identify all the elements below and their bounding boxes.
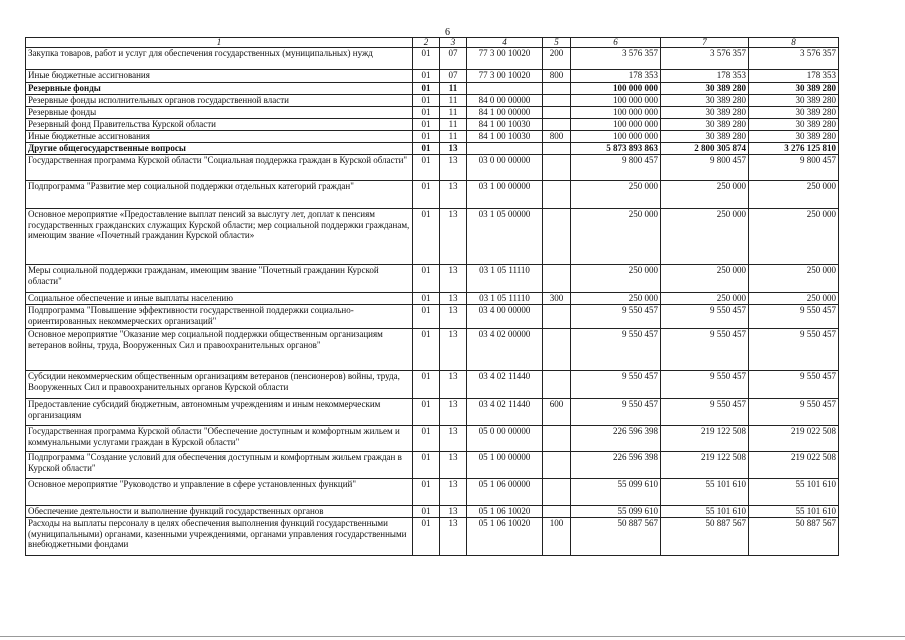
cell-amount-year2: 250 000 bbox=[661, 209, 749, 265]
cell-section: 01 bbox=[413, 181, 440, 209]
cell-expense-type bbox=[543, 479, 571, 506]
cell-amount-year3: 219 022 508 bbox=[749, 426, 839, 452]
cell-amount-year3: 9 550 457 bbox=[749, 329, 839, 371]
cell-expense-type bbox=[543, 119, 571, 131]
cell-amount-year3: 250 000 bbox=[749, 209, 839, 265]
cell-subsection: 13 bbox=[440, 371, 467, 399]
cell-amount-year3: 9 550 457 bbox=[749, 371, 839, 399]
cell-subsection: 11 bbox=[440, 83, 467, 95]
cell-expense-type: 200 bbox=[543, 48, 571, 70]
cell-subsection: 13 bbox=[440, 265, 467, 293]
cell-subsection: 11 bbox=[440, 107, 467, 119]
cell-name: Расходы на выплаты персоналу в целях обеспечения выполнения функций государственными (муниципальными) органами, казенными учреждениями, органами управления государственными внебюджетными фондами bbox=[26, 518, 413, 556]
table-row bbox=[26, 293, 839, 305]
cell-amount-year2: 50 887 567 bbox=[661, 518, 749, 556]
cell-subsection: 13 bbox=[440, 399, 467, 426]
cell-amount-year3: 50 887 567 bbox=[749, 518, 839, 556]
cell-name: Субсидии некоммерческим общественным организациям ветеранов (пенсионеров) войны, труда, Вооруженных Сил и правоохранительных органов Курской области bbox=[26, 371, 413, 399]
cell-amount-year3: 3 276 125 810 bbox=[749, 143, 839, 155]
header-col-pr: 3 bbox=[440, 38, 467, 48]
cell-expense-type bbox=[543, 95, 571, 107]
table-row bbox=[26, 329, 839, 371]
table-row bbox=[26, 83, 839, 95]
cell-amount-year2: 178 353 bbox=[661, 70, 749, 83]
cell-amount-year3: 55 101 610 bbox=[749, 506, 839, 518]
cell-expense-type bbox=[543, 143, 571, 155]
cell-expense-type bbox=[543, 83, 571, 95]
cell-section: 01 bbox=[413, 48, 440, 70]
cell-target-article: 05 1 06 00000 bbox=[467, 479, 543, 506]
cell-name: Резервные фонды bbox=[26, 107, 413, 119]
cell-name: Закупка товаров, работ и услуг для обеспечения государственных (муниципальных) нужд bbox=[26, 48, 413, 70]
cell-target-article: 84 1 00 00000 bbox=[467, 107, 543, 119]
cell-amount-year2: 30 389 280 bbox=[661, 95, 749, 107]
table-row bbox=[26, 518, 839, 556]
cell-amount-year1: 9 800 457 bbox=[571, 155, 661, 181]
cell-section: 01 bbox=[413, 371, 440, 399]
header-col-year1: 6 bbox=[571, 38, 661, 48]
cell-section: 01 bbox=[413, 329, 440, 371]
cell-amount-year1: 226 596 398 bbox=[571, 452, 661, 479]
cell-subsection: 11 bbox=[440, 131, 467, 143]
cell-expense-type bbox=[543, 329, 571, 371]
cell-subsection: 13 bbox=[440, 518, 467, 556]
header-col-vr: 5 bbox=[543, 38, 571, 48]
cell-amount-year2: 55 101 610 bbox=[661, 506, 749, 518]
cell-target-article: 05 1 06 10020 bbox=[467, 506, 543, 518]
cell-amount-year3: 9 550 457 bbox=[749, 399, 839, 426]
cell-target-article bbox=[467, 83, 543, 95]
cell-amount-year3: 30 389 280 bbox=[749, 83, 839, 95]
cell-amount-year2: 219 122 508 bbox=[661, 452, 749, 479]
header-col-csr: 4 bbox=[467, 38, 543, 48]
cell-amount-year1: 9 550 457 bbox=[571, 329, 661, 371]
cell-subsection: 07 bbox=[440, 48, 467, 70]
cell-amount-year2: 250 000 bbox=[661, 265, 749, 293]
cell-subsection: 13 bbox=[440, 155, 467, 181]
cell-amount-year3: 9 550 457 bbox=[749, 305, 839, 329]
cell-subsection: 11 bbox=[440, 119, 467, 131]
page-number: 6 bbox=[445, 27, 450, 38]
cell-amount-year1: 100 000 000 bbox=[571, 131, 661, 143]
cell-amount-year2: 30 389 280 bbox=[661, 107, 749, 119]
cell-section: 01 bbox=[413, 155, 440, 181]
table-row bbox=[26, 209, 839, 265]
cell-name: Иные бюджетные ассигнования bbox=[26, 131, 413, 143]
table-row bbox=[26, 48, 839, 70]
cell-subsection: 13 bbox=[440, 452, 467, 479]
cell-amount-year1: 55 099 610 bbox=[571, 479, 661, 506]
table-row bbox=[26, 70, 839, 83]
page-bottom-edge bbox=[0, 636, 905, 637]
table-row bbox=[26, 399, 839, 426]
cell-expense-type: 100 bbox=[543, 518, 571, 556]
cell-target-article: 84 0 00 00000 bbox=[467, 95, 543, 107]
cell-name: Подпрограмма "Развитие мер социальной поддержки отдельных категорий граждан" bbox=[26, 181, 413, 209]
cell-section: 01 bbox=[413, 265, 440, 293]
cell-name: Резервный фонд Правительства Курской области bbox=[26, 119, 413, 131]
cell-section: 01 bbox=[413, 506, 440, 518]
cell-expense-type bbox=[543, 305, 571, 329]
table-row bbox=[26, 426, 839, 452]
cell-target-article: 77 3 00 10020 bbox=[467, 48, 543, 70]
cell-subsection: 13 bbox=[440, 305, 467, 329]
cell-amount-year1: 250 000 bbox=[571, 293, 661, 305]
table-row bbox=[26, 131, 839, 143]
cell-amount-year1: 9 550 457 bbox=[571, 371, 661, 399]
table-header-row bbox=[26, 38, 839, 48]
table-row bbox=[26, 181, 839, 209]
cell-amount-year2: 9 550 457 bbox=[661, 329, 749, 371]
cell-expense-type bbox=[543, 265, 571, 293]
cell-target-article bbox=[467, 143, 543, 155]
cell-name: Подпрограмма "Повышение эффективности государственной поддержки социально-ориентированных некоммерческих организаций" bbox=[26, 305, 413, 329]
cell-amount-year3: 30 389 280 bbox=[749, 119, 839, 131]
cell-amount-year2: 250 000 bbox=[661, 181, 749, 209]
cell-section: 01 bbox=[413, 452, 440, 479]
table-row bbox=[26, 452, 839, 479]
cell-amount-year1: 250 000 bbox=[571, 209, 661, 265]
cell-amount-year1: 250 000 bbox=[571, 181, 661, 209]
cell-amount-year1: 100 000 000 bbox=[571, 95, 661, 107]
cell-target-article: 03 0 00 00000 bbox=[467, 155, 543, 181]
cell-amount-year1: 250 000 bbox=[571, 265, 661, 293]
cell-name: Меры социальной поддержки гражданам, имеющим звание "Почетный гражданин Курской области" bbox=[26, 265, 413, 293]
table-row bbox=[26, 155, 839, 181]
cell-amount-year2: 2 800 305 874 bbox=[661, 143, 749, 155]
header-col-rz: 2 bbox=[413, 38, 440, 48]
cell-expense-type: 300 bbox=[543, 293, 571, 305]
cell-expense-type bbox=[543, 209, 571, 265]
header-col-year3: 8 bbox=[749, 38, 839, 48]
cell-amount-year1: 9 550 457 bbox=[571, 305, 661, 329]
cell-amount-year3: 3 576 357 bbox=[749, 48, 839, 70]
cell-subsection: 13 bbox=[440, 181, 467, 209]
cell-amount-year3: 178 353 bbox=[749, 70, 839, 83]
cell-expense-type: 800 bbox=[543, 131, 571, 143]
cell-amount-year2: 30 389 280 bbox=[661, 131, 749, 143]
cell-section: 01 bbox=[413, 209, 440, 265]
cell-amount-year3: 30 389 280 bbox=[749, 107, 839, 119]
cell-name: Основное мероприятие "Руководство и управление в сфере установленных функций" bbox=[26, 479, 413, 506]
cell-amount-year1: 50 887 567 bbox=[571, 518, 661, 556]
table-row bbox=[26, 305, 839, 329]
cell-amount-year2: 219 122 508 bbox=[661, 426, 749, 452]
cell-amount-year3: 30 389 280 bbox=[749, 95, 839, 107]
cell-amount-year1: 100 000 000 bbox=[571, 83, 661, 95]
cell-amount-year2: 250 000 bbox=[661, 293, 749, 305]
cell-name: Основное мероприятие «Предоставление выплат пенсий за выслугу лет, доплат к пенсиям государственных гражданских служащих Курской области; мер социальной поддержки гражданам, имеющим звание «Почетный гражданин Курской области» bbox=[26, 209, 413, 265]
cell-subsection: 11 bbox=[440, 95, 467, 107]
table-row bbox=[26, 265, 839, 293]
cell-amount-year2: 9 550 457 bbox=[661, 399, 749, 426]
cell-amount-year3: 30 389 280 bbox=[749, 131, 839, 143]
cell-expense-type bbox=[543, 426, 571, 452]
cell-section: 01 bbox=[413, 426, 440, 452]
cell-subsection: 13 bbox=[440, 143, 467, 155]
cell-expense-type bbox=[543, 107, 571, 119]
cell-target-article: 05 1 00 00000 bbox=[467, 452, 543, 479]
cell-expense-type bbox=[543, 181, 571, 209]
cell-amount-year3: 9 800 457 bbox=[749, 155, 839, 181]
cell-section: 01 bbox=[413, 293, 440, 305]
cell-amount-year2: 9 550 457 bbox=[661, 305, 749, 329]
cell-target-article: 77 3 00 10020 bbox=[467, 70, 543, 83]
cell-name: Социальное обеспечение и иные выплаты населению bbox=[26, 293, 413, 305]
cell-amount-year3: 55 101 610 bbox=[749, 479, 839, 506]
cell-amount-year3: 250 000 bbox=[749, 293, 839, 305]
cell-name: Иные бюджетные ассигнования bbox=[26, 70, 413, 83]
cell-subsection: 07 bbox=[440, 70, 467, 83]
cell-amount-year2: 30 389 280 bbox=[661, 119, 749, 131]
cell-section: 01 bbox=[413, 107, 440, 119]
cell-amount-year2: 55 101 610 bbox=[661, 479, 749, 506]
cell-amount-year1: 100 000 000 bbox=[571, 119, 661, 131]
table-row bbox=[26, 119, 839, 131]
cell-subsection: 13 bbox=[440, 479, 467, 506]
cell-section: 01 bbox=[413, 479, 440, 506]
cell-section: 01 bbox=[413, 70, 440, 83]
cell-name: Предоставление субсидий бюджетным, автономным учреждениям и иным некоммерческим организациям bbox=[26, 399, 413, 426]
cell-expense-type bbox=[543, 452, 571, 479]
cell-target-article: 03 1 05 11110 bbox=[467, 265, 543, 293]
cell-section: 01 bbox=[413, 518, 440, 556]
cell-subsection: 13 bbox=[440, 293, 467, 305]
cell-amount-year3: 250 000 bbox=[749, 265, 839, 293]
table-row bbox=[26, 143, 839, 155]
cell-section: 01 bbox=[413, 83, 440, 95]
cell-expense-type: 800 bbox=[543, 70, 571, 83]
cell-section: 01 bbox=[413, 399, 440, 426]
cell-target-article: 84 1 00 10030 bbox=[467, 119, 543, 131]
cell-expense-type bbox=[543, 506, 571, 518]
table-row bbox=[26, 479, 839, 506]
cell-section: 01 bbox=[413, 143, 440, 155]
cell-amount-year3: 219 022 508 bbox=[749, 452, 839, 479]
table-row bbox=[26, 107, 839, 119]
cell-amount-year1: 226 596 398 bbox=[571, 426, 661, 452]
cell-amount-year1: 55 099 610 bbox=[571, 506, 661, 518]
header-col-name: 1 bbox=[26, 38, 413, 48]
cell-section: 01 bbox=[413, 95, 440, 107]
header-col-year2: 7 bbox=[661, 38, 749, 48]
cell-name: Резервные фонды bbox=[26, 83, 413, 95]
cell-amount-year2: 3 576 357 bbox=[661, 48, 749, 70]
cell-amount-year1: 178 353 bbox=[571, 70, 661, 83]
cell-target-article: 05 1 06 10020 bbox=[467, 518, 543, 556]
cell-target-article: 03 1 05 00000 bbox=[467, 209, 543, 265]
table-row bbox=[26, 371, 839, 399]
cell-amount-year2: 30 389 280 bbox=[661, 83, 749, 95]
cell-expense-type bbox=[543, 371, 571, 399]
cell-amount-year1: 100 000 000 bbox=[571, 107, 661, 119]
cell-target-article: 03 1 00 00000 bbox=[467, 181, 543, 209]
cell-target-article: 05 0 00 00000 bbox=[467, 426, 543, 452]
cell-amount-year2: 9 550 457 bbox=[661, 371, 749, 399]
cell-subsection: 13 bbox=[440, 426, 467, 452]
cell-name: Обеспечение деятельности и выполнение функций государственных органов bbox=[26, 506, 413, 518]
cell-target-article: 03 4 02 11440 bbox=[467, 399, 543, 426]
cell-target-article: 84 1 00 10030 bbox=[467, 131, 543, 143]
cell-name: Резервные фонды исполнительных органов государственной власти bbox=[26, 95, 413, 107]
cell-target-article: 03 4 02 11440 bbox=[467, 371, 543, 399]
cell-amount-year1: 9 550 457 bbox=[571, 399, 661, 426]
budget-table bbox=[25, 37, 839, 556]
cell-section: 01 bbox=[413, 119, 440, 131]
cell-target-article: 03 1 05 11110 bbox=[467, 293, 543, 305]
cell-name: Подпрограмма "Создание условий для обеспечения доступным и комфортным жильем граждан в Курской области" bbox=[26, 452, 413, 479]
cell-expense-type bbox=[543, 155, 571, 181]
cell-section: 01 bbox=[413, 131, 440, 143]
cell-subsection: 13 bbox=[440, 209, 467, 265]
cell-name: Государственная программа Курской области "Обеспечение доступным и комфортным жильем и коммунальными услугами граждан в Курской области" bbox=[26, 426, 413, 452]
table-row bbox=[26, 506, 839, 518]
cell-amount-year1: 5 873 893 863 bbox=[571, 143, 661, 155]
cell-expense-type: 600 bbox=[543, 399, 571, 426]
cell-amount-year3: 250 000 bbox=[749, 181, 839, 209]
cell-amount-year1: 3 576 357 bbox=[571, 48, 661, 70]
cell-name: Государственная программа Курской области "Социальная поддержка граждан в Курской области" bbox=[26, 155, 413, 181]
cell-target-article: 03 4 00 00000 bbox=[467, 305, 543, 329]
cell-subsection: 13 bbox=[440, 329, 467, 371]
cell-name: Другие общегосударственные вопросы bbox=[26, 143, 413, 155]
cell-name: Основное мероприятие "Оказание мер социальной поддержки общественным организациям ветеранов войны, труда, Вооруженных Сил и правоохранительных органов" bbox=[26, 329, 413, 371]
cell-amount-year2: 9 800 457 bbox=[661, 155, 749, 181]
cell-target-article: 03 4 02 00000 bbox=[467, 329, 543, 371]
cell-subsection: 13 bbox=[440, 506, 467, 518]
table-row bbox=[26, 95, 839, 107]
cell-section: 01 bbox=[413, 305, 440, 329]
